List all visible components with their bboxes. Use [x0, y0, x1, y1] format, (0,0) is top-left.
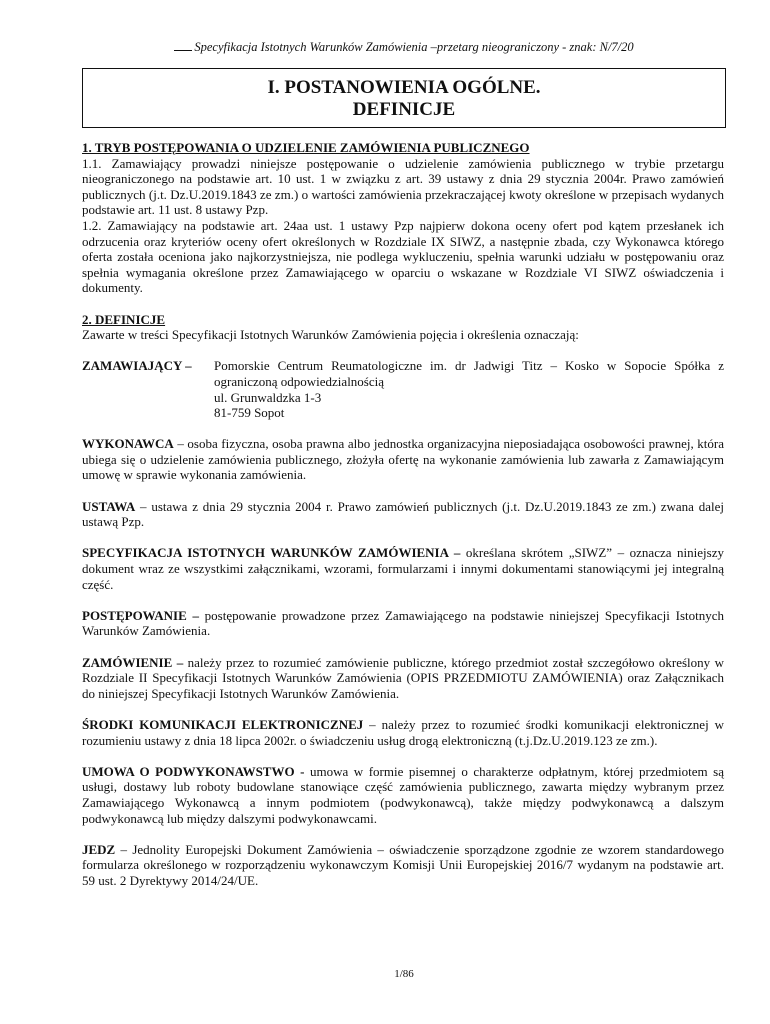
spacer	[82, 483, 724, 499]
term-zamawiajacy: ZAMAWIAJĄCY –	[82, 358, 192, 374]
term-srodki-komunikacji: ŚRODKI KOMUNIKACJI ELEKTRONICZNEJ	[82, 716, 364, 732]
title-box	[82, 68, 726, 128]
paragraph-1-2: 1.2. Zamawiający na podstawie art. 24aa ust. 1 ustawy Pzp najpierw dokona oceny ofert pod kątem przesłanek ich odrzucenia oraz kryteriów oceny ofert określonych w Rozdziale IX SIWZ, a następnie zbada, czy Wykonawca którego oferta została oceniona jako najkorzystniejsza, nie podlega wykluczeniu, spełnia warunki udziału w postępowaniu oraz spełnia wymagania określone przez Zamawiającego w oparciu o wskazane w Rozdziale VI SIWZ oświadczenia i dokumenty.	[82, 217, 724, 296]
spacer	[82, 826, 724, 842]
spacer	[82, 592, 724, 608]
definition-ustawa	[82, 499, 724, 530]
wykonawca-text: – osoba fizyczna, osoba prawna albo jednostka organizacyjna nieposiadająca osobowości prawnej, która ubiega się o udzielenie zamówienia publicznego, złożyła ofertę na wykonanie zamówienia lub zawarła z Zamawiającym umowę w sprawie wykonania zamówienia.	[82, 436, 724, 483]
jedz-text: – Jednolity Europejski Dokument Zamówienia – oświadczenie sporządzone zgodnie ze wzorem standardowego formularza określonego w rozporządzeniu wykonawczym Komisji Unii Europejskiej 2016/7 wydanym na podstawie art. 59 ust. 2 Dyrektywy 2014/24/UE.	[82, 841, 724, 888]
term-wykonawca: WYKONAWCA	[82, 436, 174, 452]
definition-srodki-komunikacji	[82, 717, 724, 748]
document-body	[82, 140, 724, 889]
section-2-heading: 2. DEFINICJE	[82, 311, 166, 327]
term-zamowienie: ZAMÓWIENIE –	[82, 654, 184, 670]
zamawiajacy-details	[214, 358, 724, 420]
chapter-title: I. POSTANOWIENIA OGÓLNE.	[267, 77, 541, 98]
definition-zamawiajacy	[82, 358, 724, 420]
definition-wykonawca	[82, 436, 724, 483]
paragraph-1-1: 1.1. Zamawiający prowadzi niniejsze postępowanie o udzielenie zamówienia publicznego w trybie przetargu nieograniczonego na podstawie art. 10 ust. 1 w związku z art. 39 ustawy z dnia 29 stycznia 2004r. Prawo zamówień publicznych (j.t. Dz.U.2019.1843 ze zm.) o wartości zamówienia przekraczającej kwoty określone w przepisach wydanych podstawie art. 11 ust. 8 ustawy Pzp.	[82, 155, 724, 218]
definition-zamowienie	[82, 655, 724, 702]
header-rule	[174, 50, 192, 51]
zamowienie-text: należy przez to rozumieć zamówienie publiczne, którego przedmiot został szczegółowo określony w Rozdziale II Specyfikacji Istotnych Warunków Zamówienia (OPIS PRZEDMIOTU ZAMÓWIENIA) oraz Załącznikach do niniejszej Specyfikacji Istotnych Warunków Zamówienia.	[82, 654, 724, 701]
definition-postepowanie	[82, 608, 724, 639]
spacer	[82, 701, 724, 717]
term-siwz: SPECYFIKACJA ISTOTNYCH WARUNKÓW ZAMÓWIENIA –	[82, 545, 461, 561]
umowa-o-podwykonawstwo-text: umowa w formie pisemnej o charakterze odpłatnym, której przedmiotem są usługi, dostawy lub roboty budowlane stanowiące część zamówienia publicznego, zawarta między wybranym przez Zamawiającego Wykonawcą a innym podmiotem (podwykonawcą), także między podwykonawcą a dalszym podwykonawcą lub między dalszymi podwykonawcami.	[82, 763, 725, 826]
definition-siwz	[82, 545, 724, 592]
spacer	[82, 530, 724, 546]
zamawiajacy-city: 81-759 Sopot	[214, 405, 285, 421]
siwz-text: określana skrótem „SIWZ” – oznacza niniejszy dokument wraz ze wszystkimi załącznikami, wzorami, formularzami i innymi dokumentami stanowiącymi jej integralną część.	[82, 545, 724, 592]
srodki-komunikacji-text: – należy przez to rozumieć środki komunikacji elektronicznej w rozumieniu ustawy z dnia 18 lipca 2002r. o świadczeniu usług drogą elektroniczną (t.j.Dz.U.2019.123 ze zm.).	[82, 716, 724, 748]
ustawa-text: – ustawa z dnia 29 stycznia 2004 r. Prawo zamówień publicznych (j.t. Dz.U.2019.1843 ze zm.) zwana dalej ustawą Pzp.	[82, 498, 724, 530]
zamawiajacy-street: ul. Grunwaldzka 1-3	[214, 389, 322, 405]
spacer	[82, 296, 724, 312]
definition-umowa-o-podwykonawstwo	[82, 764, 724, 826]
running-header	[82, 40, 726, 55]
section-1-heading: 1. TRYB POSTĘPOWANIA O UDZIELENIE ZAMÓWIENIA PUBLICZNEGO	[82, 140, 530, 155]
term-jedz: JEDZ	[82, 841, 116, 857]
zamawiajacy-name: Pomorskie Centrum Reumatologiczne im. dr Jadwigi Titz – Kosko w Sopocie Spółka z ograniczoną odpowiedzialnością	[214, 358, 724, 389]
spacer	[82, 748, 724, 764]
term-umowa-o-podwykonawstwo: UMOWA O PODWYKONAWSTWO -	[82, 763, 305, 779]
spacer	[82, 421, 724, 437]
page-number: 1/86	[394, 968, 414, 980]
running-header-text: Specyfikacja Istotnych Warunków Zamówienia –przetarg nieograniczony - znak: N/7/20	[194, 40, 634, 54]
definition-jedz	[82, 842, 724, 889]
chapter-subtitle: DEFINICJE	[352, 99, 456, 120]
term-ustawa: USTAWA	[82, 498, 136, 514]
term-postepowanie: POSTĘPOWANIE –	[82, 607, 199, 623]
spacer	[82, 343, 724, 359]
spacer	[82, 639, 724, 655]
postepowanie-text: postępowanie prowadzone przez Zamawiającego na podstawie niniejszej Specyfikacji Istotnych Warunków Zamówienia.	[82, 607, 724, 639]
definitions-intro: Zawarte w treści Specyfikacji Istotnych Warunków Zamówienia pojęcia i określenia oznaczają:	[82, 327, 579, 343]
